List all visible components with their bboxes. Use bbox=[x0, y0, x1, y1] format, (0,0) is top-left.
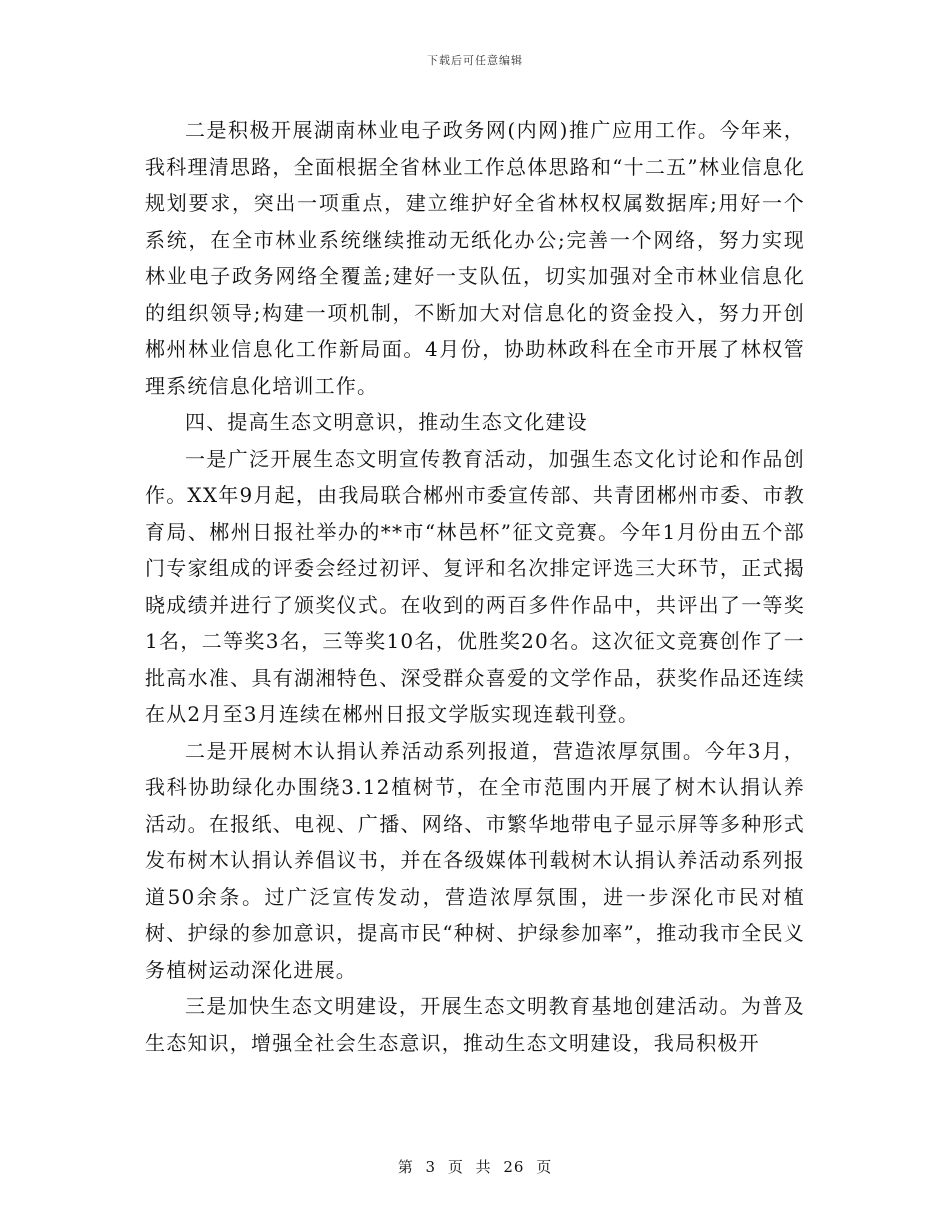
document-body bbox=[145, 112, 805, 1061]
page-header-note: 下载后可任意编辑 bbox=[427, 54, 523, 67]
section-heading-eco-civilization: 四、提高生态文明意识，推动生态文化建设 bbox=[185, 410, 588, 434]
paragraph-ewan-intranet: 二是积极开展湖南林业电子政务网(内网)推广应用工作。今年来，我科理清思路，全面根据全省林业工作总体思路和“十二五”林业信息化规划要求，突出一项重点，建立维护好全省林权权属数据库;用好一个系统，在全市林业系统继续推动无纸化办公;完善一个网络，努力实现林业电子政务网络全覆盖;建好一支队伍，切实加强对全市林业信息化的组织领导;构建一项机制，不断加大对信息化的资金投入，努力开创郴州林业信息化工作新局面。4月份，协助林政科在全市开展了林权管理系统信息化培训工作。 bbox=[145, 118, 805, 398]
paragraph-eco-education-base: 三是加快生态文明建设，开展生态文明教育基地创建活动。为普及生态知识，增强全社会生态意识，推动生态文明建设，我局积极开 bbox=[145, 994, 805, 1055]
paragraph-tree-adoption: 二是开展树木认捐认养活动系列报道，营造浓厚氛围。今年3月，我科协助绿化办围绕3.12植树节，在全市范围内开展了树木认捐认养活动。在报纸、电视、广播、网络、市繁华地带电子显示屏等多种形式发布树木认捐认养倡议书，并在各级媒体刊载树木认捐认养活动系列报道50余条。过广泛宣传发动，营造浓厚氛围，进一步深化市民对植树、护绿的参加意识，提高市民“种树、护绿参加率”，推动我市全民义务植树运动深化进展。 bbox=[145, 738, 805, 982]
page-number-footer: 第 3 页 共 26 页 bbox=[397, 1158, 553, 1176]
paragraph-essay-contest: 一是广泛开展生态文明宣传教育活动，加强生态文化讨论和作品创作。XX年9月起，由我局联合郴州市委宣传部、共青团郴州市委、市教育局、郴州日报社举办的**市“林邑杯”征文竞赛。今年1月份由五个部门专家组成的评委会经过初评、复评和名次排定评选三大环节，正式揭晓成绩并进行了颁奖仪式。在收到的两百多件作品中，共评出了一等奖1名，二等奖3名，三等奖10名，优胜奖20名。这次征文竞赛创作了一批高水准、具有湖湘特色、深受群众喜爱的文学作品，获奖作品还连续在从2月至3月连续在郴州日报文学版实现连载刊登。 bbox=[145, 446, 805, 726]
